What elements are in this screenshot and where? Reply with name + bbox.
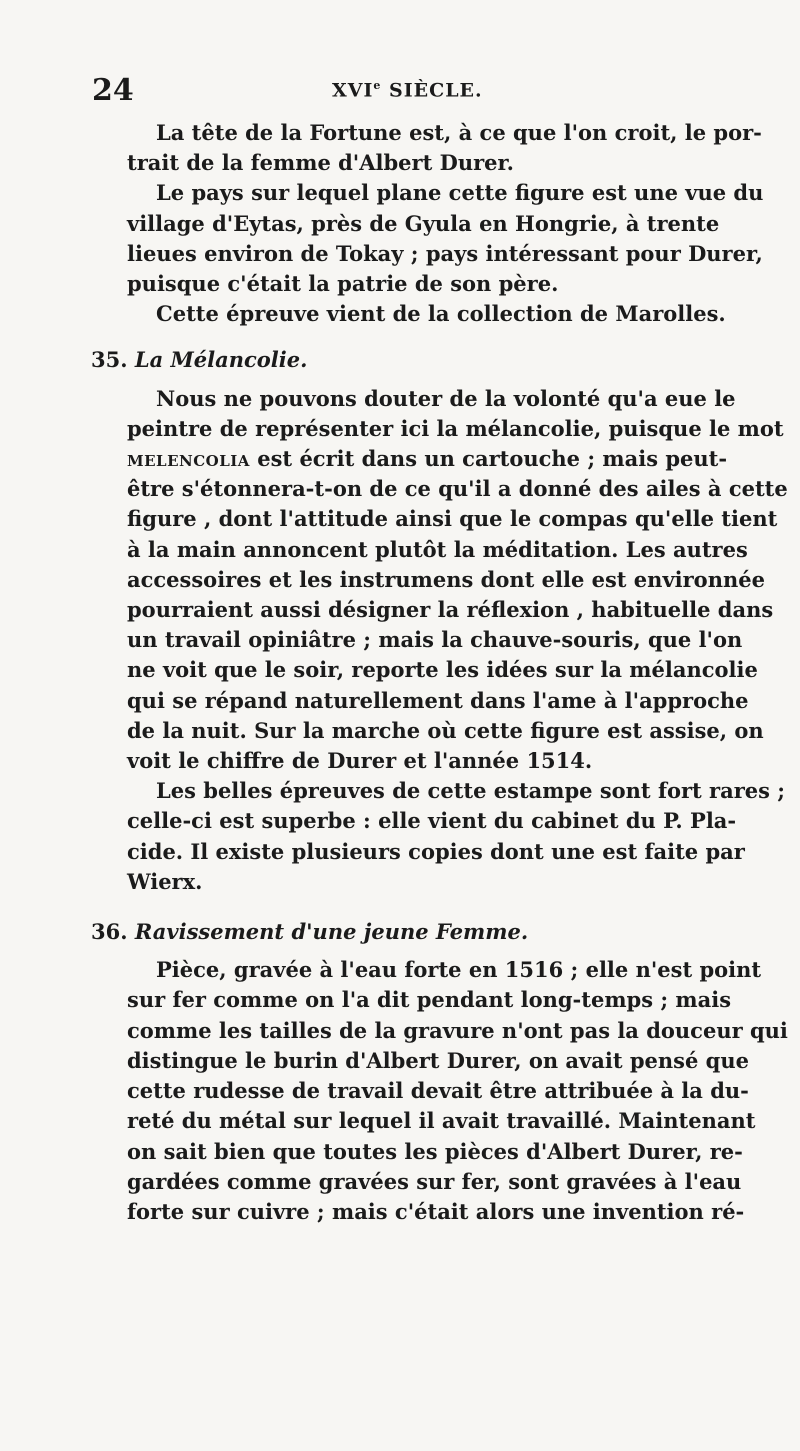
text-line: être s'étonnera-t-on de ce qu'il a donné des ailes à cette <box>127 476 788 502</box>
text-line: accessoires et les instrumens dont elle est environnée <box>127 566 765 592</box>
entry-number: 35. <box>91 347 128 373</box>
page-number: 24 <box>92 73 134 108</box>
text-line: village d'Eytas, près de Gyula en Hongrie, à trente <box>127 210 720 236</box>
text-line: celle-ci est superbe : elle vient du cabinet du P. Pla- <box>127 808 737 834</box>
entry-title: La Mélancolie. <box>134 347 308 373</box>
text-line: Nous ne pouvons douter de la volonté qu'a eue le <box>156 385 736 411</box>
running-head-suffix: SIÈCLE. <box>381 79 483 102</box>
text-line <box>127 444 728 474</box>
page-body <box>91 118 788 1227</box>
entry-heading-36 <box>91 917 713 947</box>
paragraph-fortune <box>127 118 764 329</box>
text-line: voit le chiffre de Durer et l'année 1514. <box>127 748 593 774</box>
running-head-superscript: e <box>373 79 382 92</box>
text-line: un travail opiniâtre ; mais la chauve-souris, que l'on <box>127 627 743 653</box>
entry-title: Ravissement d'une jeune Femme. <box>134 919 529 945</box>
text-line: peintre de représenter ici la mélancolie, puisque le mot <box>127 415 784 441</box>
text-line: Cette épreuve vient de la collection de Marolles. <box>156 301 726 327</box>
entry-number: 36. <box>91 919 128 945</box>
text-line: cide. Il existe plusieurs copies dont une est faite par <box>127 838 745 864</box>
paragraph-melancolie <box>127 384 788 897</box>
text-line: qui se répand naturellement dans l'ame à l'approche <box>127 687 749 713</box>
text-line: lieues environ de Tokay ; pays intéressant pour Durer, <box>127 240 763 266</box>
page-header <box>92 73 712 113</box>
text-line: forte sur cuivre ; mais c'était alors une invention ré- <box>127 1198 745 1224</box>
text-line: cette rudesse de travail devait être attribuée à la du- <box>127 1078 749 1104</box>
text-line: distingue le burin d'Albert Durer, on avait pensé que <box>127 1047 749 1073</box>
text-line: pourraient aussi désigner la réflexion , habituelle dans <box>127 597 774 623</box>
text-line: La tête de la Fortune est, à ce que l'on croit, le por- <box>156 120 762 145</box>
text-fragment: est écrit dans un cartouche ; mais peut- <box>249 446 728 472</box>
entry-heading-35 <box>91 345 713 375</box>
text-line: trait de la femme d'Albert Durer. <box>127 150 514 176</box>
text-line: à la main annoncent plutôt la méditation. Les autres <box>127 536 748 562</box>
text-line: sur fer comme on l'a dit pendant long-temps ; mais <box>127 987 732 1013</box>
running-head-century: XVI <box>332 79 374 102</box>
text-line: gardées comme gravées sur fer, sont gravées à l'eau <box>127 1168 742 1194</box>
text-line: Les belles épreuves de cette estampe sont fort rares ; <box>156 778 786 804</box>
text-line: de la nuit. Sur la marche où cette figure est assise, on <box>127 717 764 743</box>
text-line: figure , dont l'attitude ainsi que le compas qu'elle tient <box>127 506 778 532</box>
text-line: on sait bien que toutes les pièces d'Albert Durer, re- <box>127 1138 743 1164</box>
text-line: puisque c'était la patrie de son père. <box>127 271 559 297</box>
melencolia-word: melencolia <box>127 446 250 472</box>
text-line: ne voit que le soir, reporte les idées sur la mélancolie <box>127 657 758 683</box>
text-line: comme les tailles de la gravure n'ont pas la douceur qui <box>127 1017 788 1043</box>
paragraph-ravissement <box>127 955 788 1227</box>
text-line: reté du métal sur lequel il avait travaillé. Maintenant <box>127 1108 756 1134</box>
text-line: Le pays sur lequel plane cette figure est une vue du <box>156 180 764 206</box>
text-line: Wierx. <box>127 868 203 894</box>
text-line: Pièce, gravée à l'eau forte en 1516 ; elle n'est point <box>156 957 762 983</box>
running-head <box>332 79 483 101</box>
